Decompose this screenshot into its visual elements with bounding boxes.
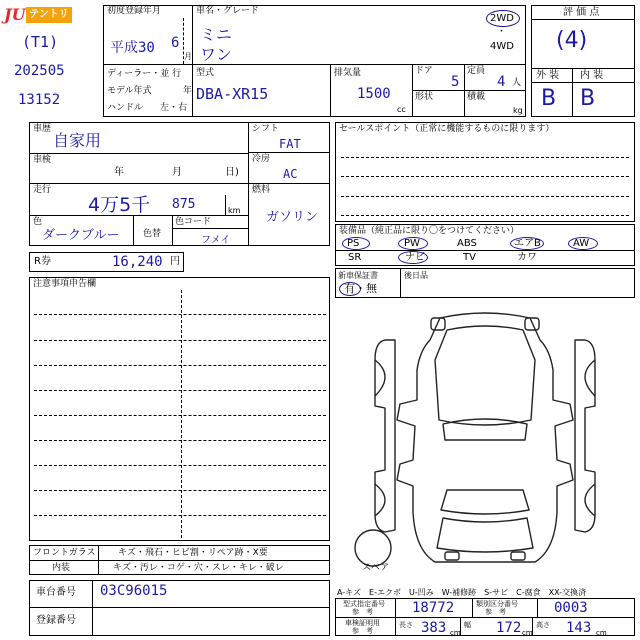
registration-label: 登録番号: [36, 615, 76, 626]
car-body-outline: [397, 313, 573, 562]
equip-pw: PW: [404, 238, 420, 249]
handle-value: 左・右: [160, 103, 188, 113]
drive-dot: ・: [497, 27, 507, 37]
mileage-value: 4万5千: [88, 194, 151, 216]
car-name-label: 車名・グレード: [196, 6, 260, 16]
interior-glass-label: 内装: [52, 563, 71, 573]
color-value: ダークブルー: [42, 228, 120, 243]
rating-score: (4): [556, 28, 588, 53]
height-label: 高さ: [536, 621, 550, 629]
damage-legend: A-キズ E-エクボ U-凹み W-補修跡 S-サビ C-腐食 XX-交換済: [337, 588, 587, 597]
length-unit: cm: [450, 629, 461, 637]
month-unit: 月: [184, 52, 192, 61]
drive-4wd: 4WD: [490, 41, 514, 52]
header-box: [103, 5, 526, 117]
exterior-label: 外 装: [536, 70, 560, 81]
front-glass-value: キズ・飛石・ヒビ割・リペア跡・X要: [118, 548, 268, 558]
car-roof: [435, 326, 535, 425]
mileage-label: 走行: [33, 185, 52, 195]
history-label: 車歴: [33, 124, 52, 134]
car-right-rear-wheel-arch: [585, 484, 595, 516]
recycle-value: 16,240: [112, 254, 163, 270]
equip-ps: PS: [347, 238, 360, 249]
dimensions-label: 車検証明用: [345, 619, 380, 627]
inspection-year-unit: 年: [114, 167, 124, 178]
front-glass-label: フロントガラス: [33, 548, 96, 558]
ac-label: 冷房: [252, 154, 271, 164]
height-unit: cm: [596, 629, 607, 637]
chassis-value: 03C96015: [100, 583, 168, 599]
length-value: 383: [421, 620, 447, 636]
model-year-label: モデル年式: [107, 86, 152, 96]
designation-label-sub: 参 考: [352, 608, 373, 616]
spare-label: スペア: [362, 563, 390, 573]
interior-label: 内 装: [580, 70, 604, 81]
car-left-rear-wheel-arch: [375, 484, 385, 516]
width-label: 幅: [464, 621, 471, 629]
shift-value: FAT: [279, 137, 301, 151]
equipment-label: 装備品（純正品に限り〇をつけてください）: [339, 226, 520, 236]
car-rear-left-light: [445, 552, 459, 560]
class-label-sub: 参 考: [485, 608, 506, 616]
class-label: 類別区分番号: [476, 600, 518, 608]
brand-logo-text: テントリ: [26, 7, 72, 23]
fuel-value: ガソリン: [266, 210, 319, 225]
equip-abs: ABS: [457, 238, 477, 249]
load-label: 積載: [467, 92, 486, 102]
dealer-label: ディーラー・並 行: [107, 69, 182, 79]
history-value: 自家用: [53, 131, 102, 150]
rating-title: 評 価 点: [563, 7, 600, 18]
fuel-label: 燃料: [252, 185, 271, 195]
interior-grade: B: [580, 86, 596, 111]
car-windshield: [443, 419, 527, 440]
door-label: ドア: [415, 66, 433, 76]
post-install-label: 後日品: [404, 271, 428, 280]
equip-tv: TV: [463, 252, 476, 263]
car-diagram: [335, 300, 635, 582]
handle-label: ハンドル: [107, 103, 144, 113]
car-trunk: [437, 518, 533, 552]
notes-box: [29, 277, 330, 541]
car-name-line1: ミニ: [200, 25, 233, 44]
model-year-unit: 年: [183, 86, 193, 96]
recycle-label: R券: [34, 256, 51, 267]
inspection-day-unit: 日): [225, 167, 239, 178]
interior-glass-value: キズ・汚レ・コゲ・穴・スレ・キレ・破レ: [113, 563, 284, 573]
exterior-grade: B: [541, 86, 557, 111]
sales-point-label: セールスポイント（正常に機能するものに限ります）: [339, 124, 555, 134]
car-name-line2: ワン: [200, 45, 233, 64]
notes-label: 注意事項申告欄: [33, 279, 97, 289]
warranty-label: 新車保証書: [338, 271, 378, 280]
width-unit: cm: [522, 629, 533, 637]
capacity-unit: 人: [512, 78, 522, 88]
stock-number: 13152: [18, 92, 61, 108]
reg-year-label: 初度登録年月: [107, 6, 162, 16]
drive-2wd: 2WD: [490, 13, 514, 24]
date-code: 202505: [14, 63, 65, 79]
color-label: 色: [33, 217, 43, 227]
model-value: DBA-XR15: [196, 85, 269, 103]
era-name: 平成: [110, 40, 138, 56]
era: [110, 37, 155, 57]
designation-value: 18772: [412, 600, 455, 616]
car-rear-window: [441, 490, 529, 514]
model-label: 型式: [196, 68, 215, 78]
shift-label: シフト: [252, 124, 280, 134]
ac-value: AC: [283, 167, 298, 181]
mileage-sub: 875: [172, 197, 196, 212]
equip-sr: SR: [348, 252, 362, 263]
inspection-month-unit: 月: [172, 167, 182, 178]
lot-code: (T1): [22, 33, 59, 51]
designation-label: 型式指定番号: [343, 600, 385, 608]
width-value: 172: [496, 620, 522, 636]
warranty-box: [335, 268, 635, 298]
displacement-unit: cc: [397, 105, 406, 114]
equip-navi: ナビ: [405, 252, 425, 263]
door-value: 5: [451, 74, 460, 90]
chassis-label: 車台番号: [36, 587, 76, 598]
capacity-value: 4: [497, 74, 506, 90]
length-label: 長さ: [399, 621, 413, 629]
car-rear-right-light: [511, 552, 525, 560]
dimensions-label-sub: 参 考: [352, 627, 373, 635]
mileage-unit: km: [228, 206, 241, 215]
car-left-front-wheel-arch: [375, 360, 385, 396]
class-value: 0003: [554, 600, 588, 616]
displacement-value: 1500: [357, 86, 391, 102]
height-value: 143: [566, 620, 592, 636]
brand-logo-mark: JU: [4, 5, 26, 24]
color-code-label: 色コード: [175, 217, 212, 227]
inspection-label: 車検: [33, 155, 52, 165]
color-code-value: フメイ: [201, 235, 231, 246]
reg-month: 6: [171, 35, 180, 51]
reg-year: 30: [138, 40, 155, 56]
car-right-front-wheel-arch: [585, 360, 595, 396]
shape-label: 形状: [415, 92, 434, 102]
color-swap-label: 色替: [143, 229, 162, 239]
brand-logo: [4, 6, 72, 24]
recycle-unit: 円: [170, 256, 180, 267]
equip-aw: AW: [573, 238, 590, 249]
load-unit: kg: [513, 106, 523, 115]
sales-point-box: [335, 122, 635, 222]
capacity-label: 定員: [467, 66, 486, 76]
displacement-label: 排気量: [334, 68, 362, 78]
equip-airbag: エアB: [514, 238, 541, 249]
equip-leather: カワ: [517, 252, 537, 263]
warranty-value: 有・無: [344, 282, 377, 295]
spare-tire: [355, 530, 391, 566]
